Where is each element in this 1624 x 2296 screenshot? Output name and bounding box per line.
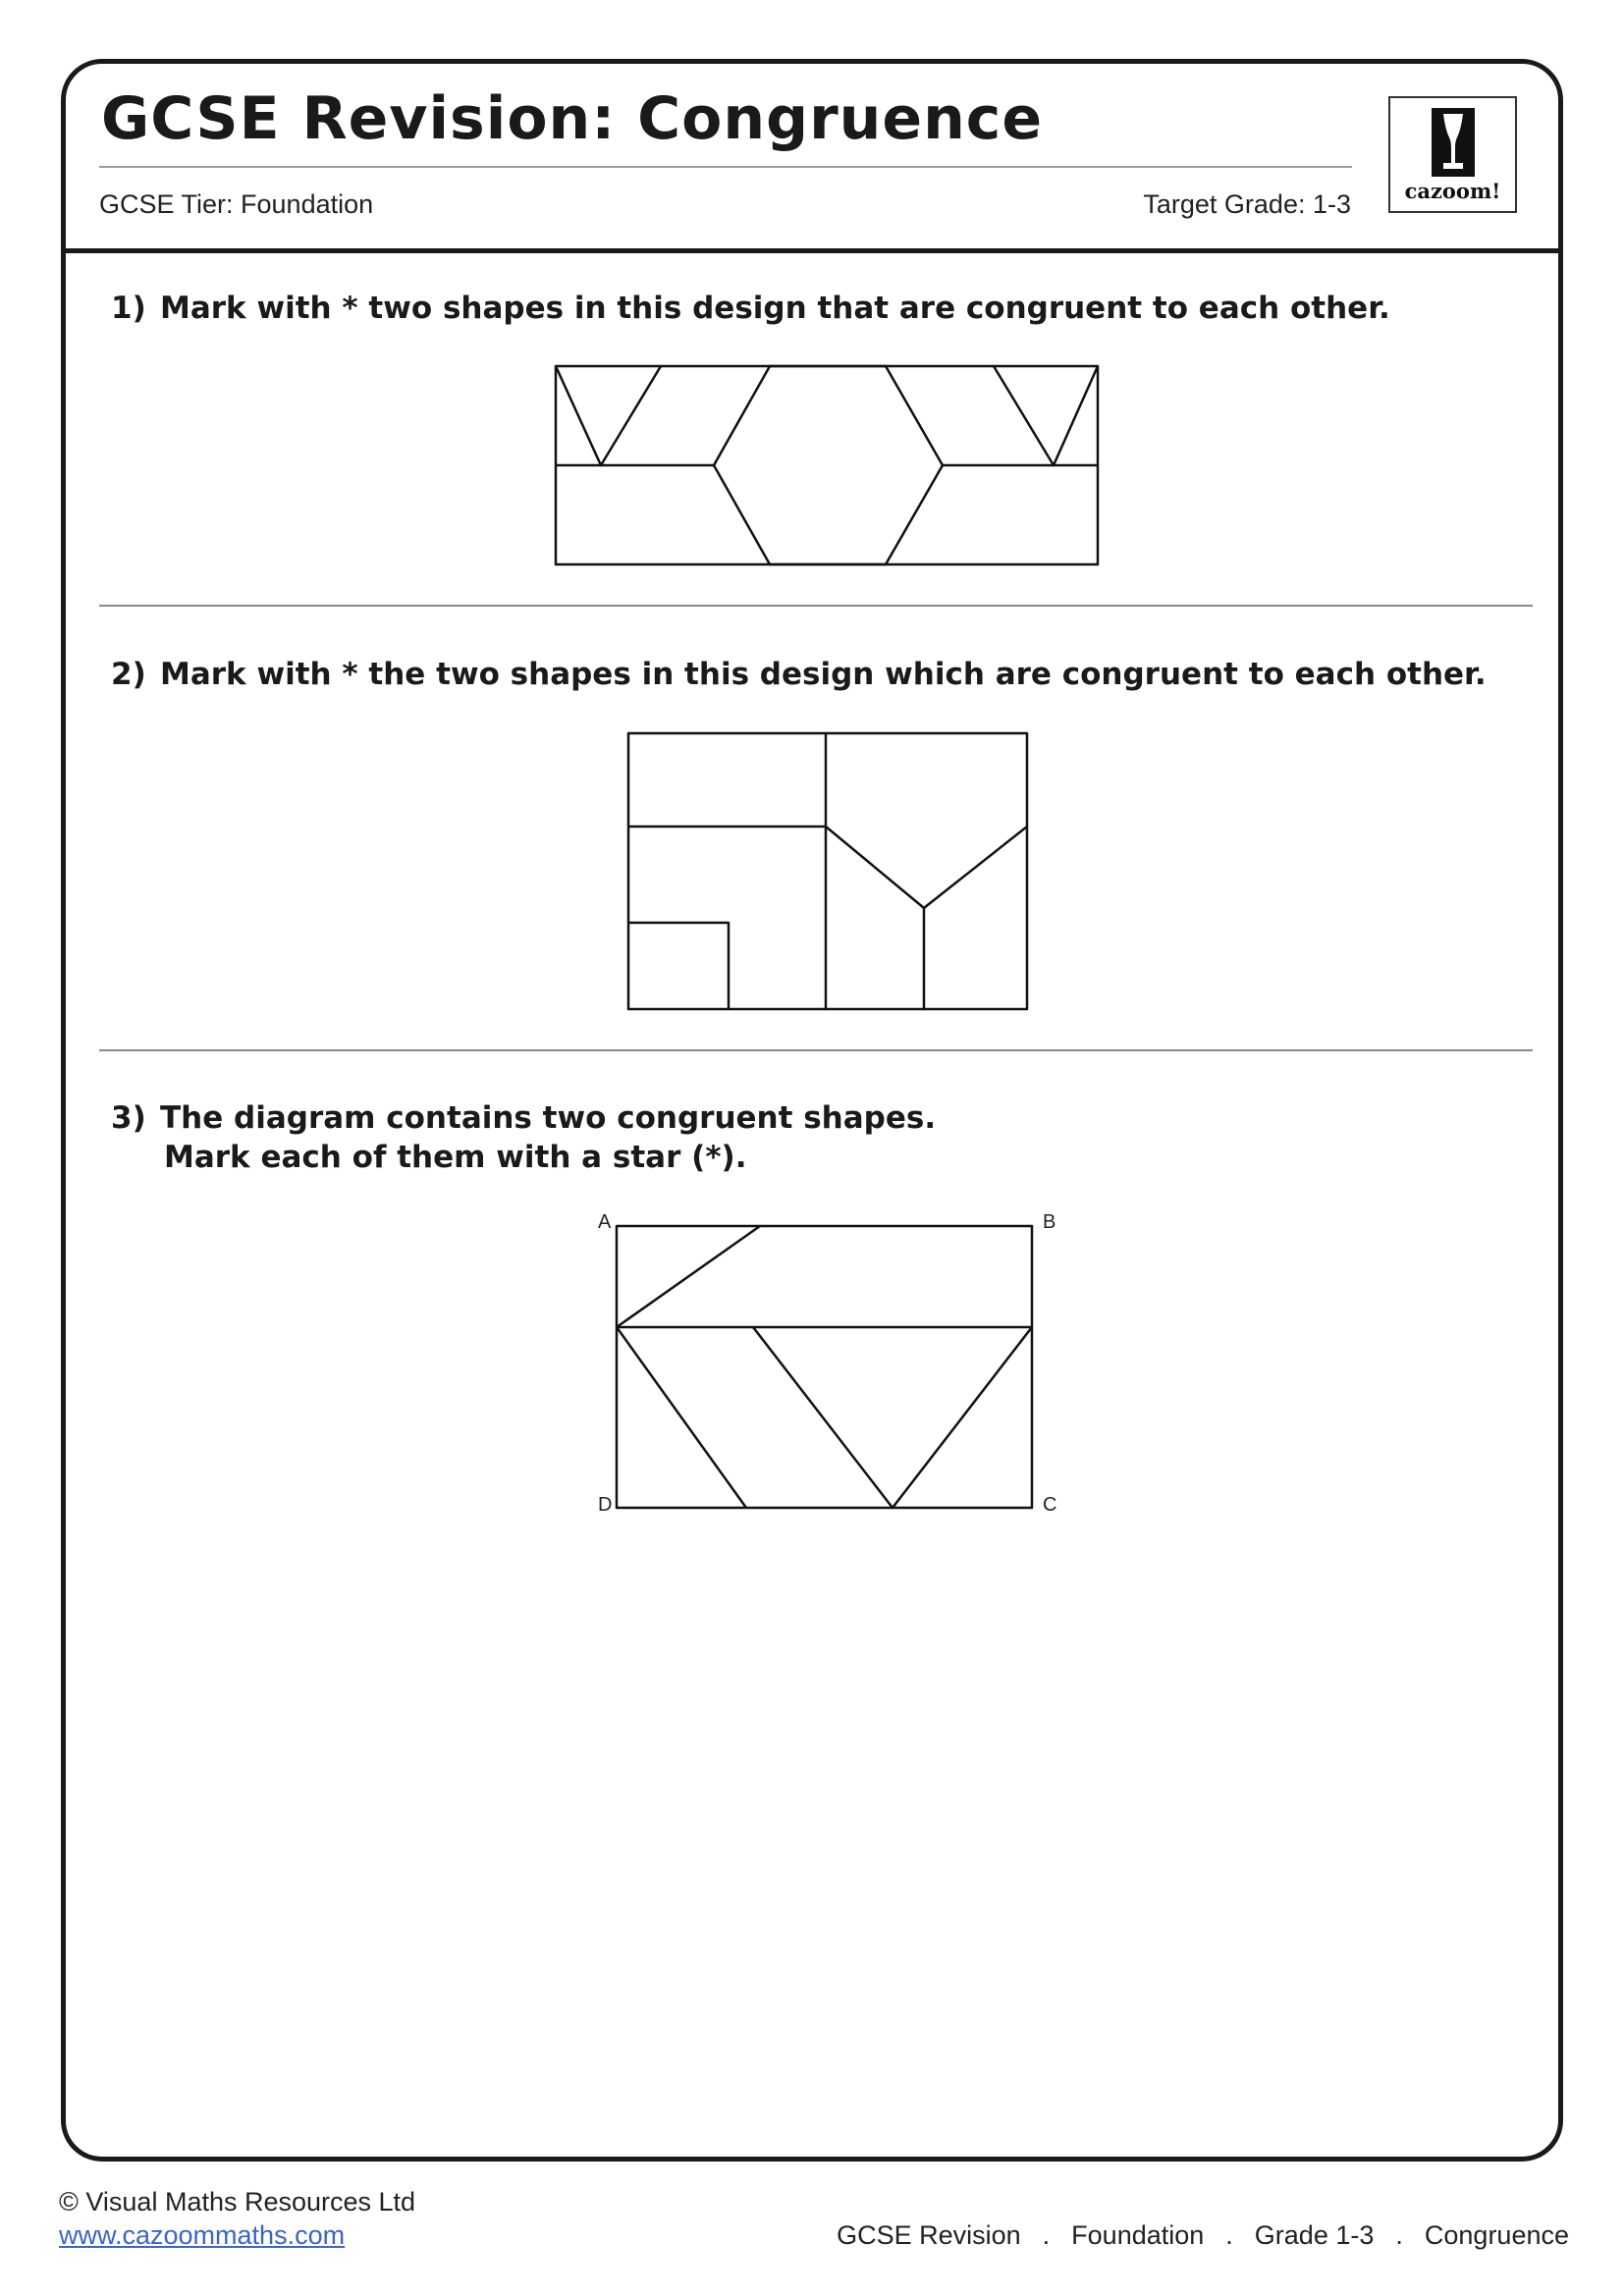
tier-label: GCSE Tier: Foundation	[99, 189, 374, 219]
question-2	[111, 655, 1487, 694]
page-title: GCSE Revision: Congruence	[101, 84, 1044, 153]
copyright-notice: © Visual Maths Resources Ltd	[59, 2187, 416, 2216]
breadcrumb-separator: .	[1042, 2220, 1051, 2250]
vertex-label-c: C	[1043, 1494, 1057, 1516]
breadcrumb-separator: .	[1395, 2220, 1403, 2250]
question-number: 1)	[111, 291, 146, 326]
goblet-icon	[1432, 108, 1475, 177]
vertex-label-d: D	[598, 1494, 613, 1516]
breadcrumb-item: Foundation	[1071, 2220, 1205, 2250]
logo-text: cazoom!	[1404, 179, 1501, 203]
section-divider	[99, 1049, 1533, 1051]
breadcrumb-item: Congruence	[1424, 2220, 1569, 2250]
vertex-label-a: A	[598, 1211, 612, 1233]
question-3	[111, 1098, 936, 1177]
footer-breadcrumb	[837, 2220, 1569, 2251]
section-divider	[99, 605, 1533, 607]
cazoom-logo	[1388, 96, 1517, 213]
target-grade-label: Target Grade: 1-3	[1143, 189, 1351, 219]
header-divider	[66, 248, 1558, 253]
breadcrumb-item: Grade 1-3	[1254, 2220, 1375, 2250]
question-text-line-1: The diagram contains two congruent shapes.	[160, 1100, 937, 1136]
question-1	[111, 289, 1390, 328]
breadcrumb-separator: .	[1225, 2220, 1233, 2250]
vertex-label-b: B	[1043, 1211, 1056, 1233]
question-text: Mark with * two shapes in this design that are congruent to each other.	[160, 291, 1390, 326]
question-number: 2)	[111, 657, 146, 692]
question-text-line-2: Mark each of them with a star (*).	[164, 1140, 747, 1175]
question-text: Mark with * the two shapes in this design which are congruent to each other.	[160, 657, 1487, 692]
website-link[interactable]: www.cazoommaths.com	[59, 2220, 346, 2250]
breadcrumb-item: GCSE Revision	[837, 2220, 1021, 2250]
title-divider	[99, 166, 1352, 168]
question-number: 3)	[111, 1100, 146, 1136]
